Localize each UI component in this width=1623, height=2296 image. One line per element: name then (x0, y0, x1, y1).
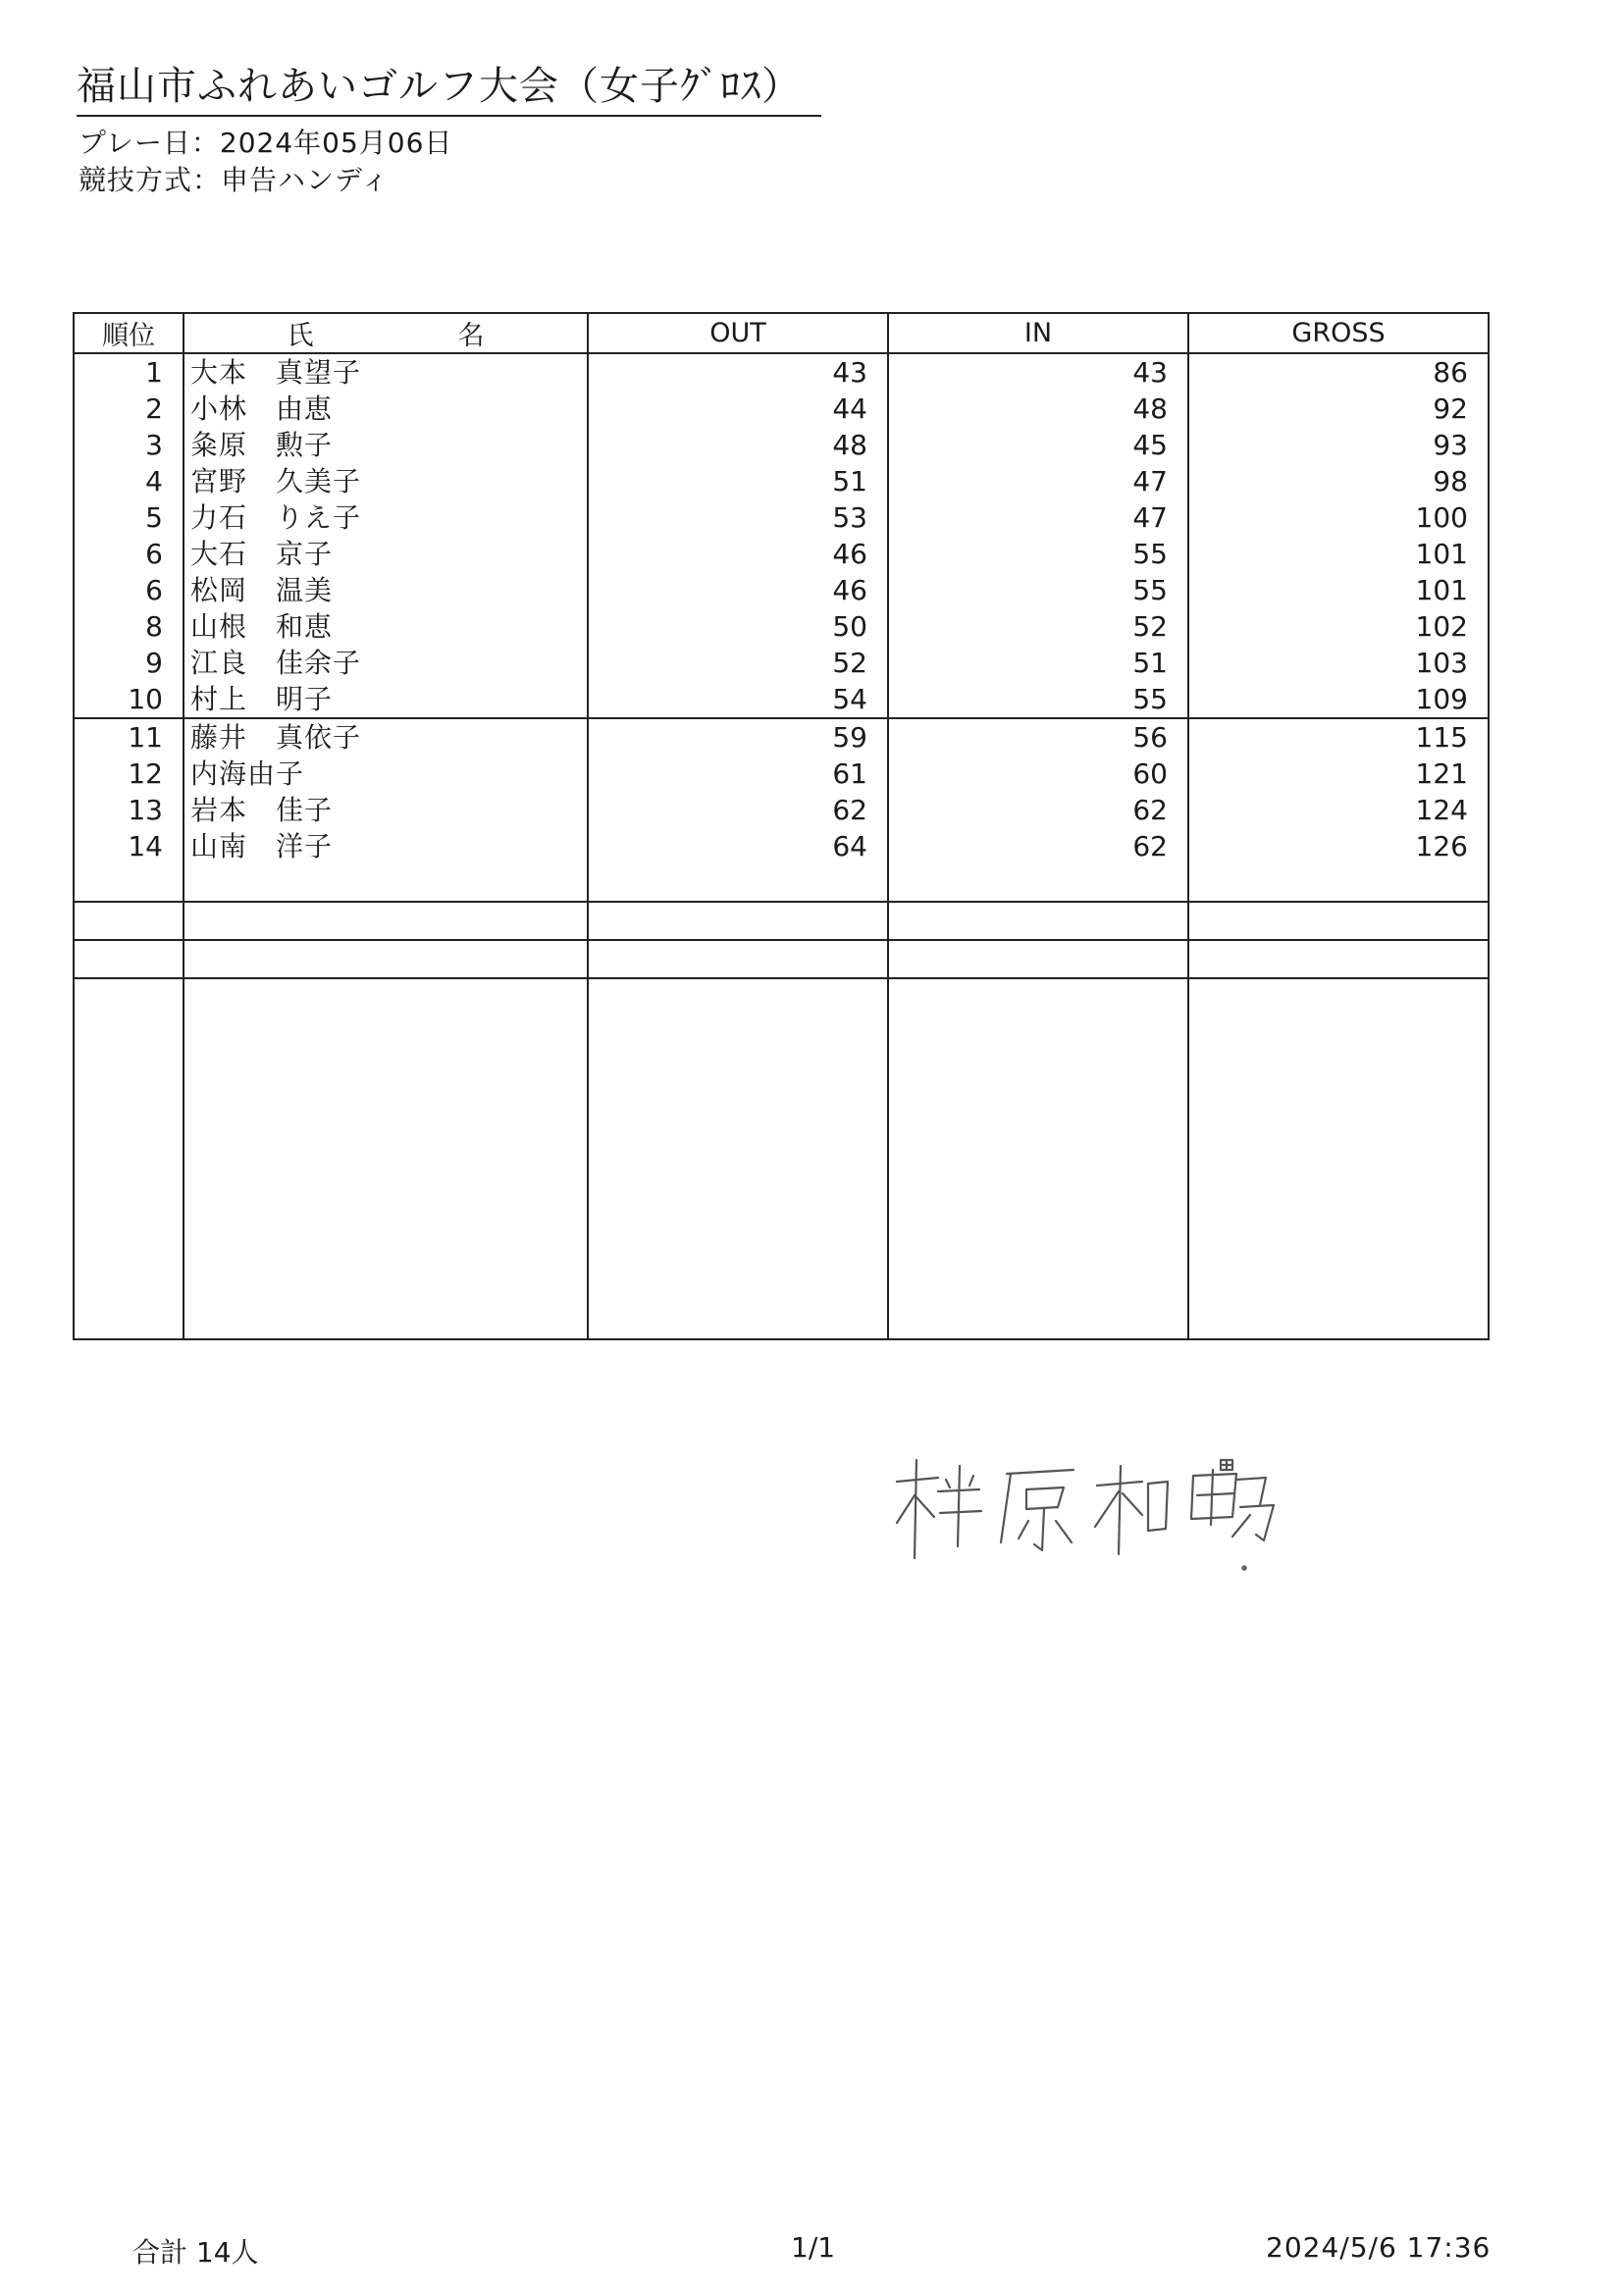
out-cell: 61 (588, 756, 888, 792)
gross-cell: 93 (1188, 427, 1489, 463)
rank-cell: 5 (74, 499, 183, 536)
header-gross: GROSS (1188, 313, 1489, 353)
header-rank: 順位 (74, 313, 183, 353)
table-row (74, 427, 1489, 463)
in-cell: 43 (888, 353, 1188, 391)
gross-cell: 86 (1188, 353, 1489, 391)
gross-cell: 109 (1188, 681, 1489, 718)
rank-cell: 3 (74, 427, 183, 463)
in-cell: 47 (888, 463, 1188, 499)
empty-cell (1188, 940, 1489, 978)
out-cell: 52 (588, 645, 888, 681)
out-cell: 54 (588, 681, 888, 718)
table-row (74, 645, 1489, 681)
name-cell: 粂原 勲子 (183, 427, 588, 463)
in-cell: 62 (888, 828, 1188, 864)
in-cell: 48 (888, 391, 1188, 427)
rank-cell: 6 (74, 572, 183, 608)
table-row (74, 391, 1489, 427)
in-cell: 47 (888, 499, 1188, 536)
rank-cell: 8 (74, 608, 183, 645)
in-cell: 51 (888, 645, 1188, 681)
table-row (74, 718, 1489, 756)
empty-cell (888, 940, 1188, 978)
blank-block (74, 940, 1489, 978)
blank-block (74, 978, 1489, 1339)
out-cell: 48 (588, 427, 888, 463)
table-header-row (74, 313, 1489, 353)
out-cell: 46 (588, 536, 888, 572)
rank-cell: 2 (74, 391, 183, 427)
empty-cell (1188, 902, 1489, 940)
name-cell: 松岡 温美 (183, 572, 588, 608)
table-row (74, 828, 1489, 864)
footer-page-number: 1/1 (791, 2231, 836, 2264)
empty-cell (588, 978, 888, 1339)
in-cell: 52 (888, 608, 1188, 645)
table-row (74, 608, 1489, 645)
header-name: 氏 名 (183, 313, 588, 353)
table-row (74, 792, 1489, 828)
gross-cell: 124 (1188, 792, 1489, 828)
empty-cell (183, 940, 588, 978)
name-cell: 大本 真望子 (183, 353, 588, 391)
gross-cell: 121 (1188, 756, 1489, 792)
out-cell: 50 (588, 608, 888, 645)
in-cell: 45 (888, 427, 1188, 463)
table-row (74, 353, 1489, 391)
empty-cell (74, 940, 183, 978)
name-cell: 江良 佳余子 (183, 645, 588, 681)
name-cell: 山根 和恵 (183, 608, 588, 645)
name-cell: 内海由子 (183, 756, 588, 792)
table-row (74, 499, 1489, 536)
rank-cell: 14 (74, 828, 183, 864)
page-title: 福山市ふれあいゴルフ大会（女子ｸﾞﾛｽ） (77, 55, 821, 117)
gross-cell: 101 (1188, 572, 1489, 608)
in-cell: 55 (888, 572, 1188, 608)
table-body (74, 353, 1489, 1339)
table-filler (74, 864, 1489, 902)
rank-cell: 12 (74, 756, 183, 792)
handwritten-signature (891, 1452, 1303, 1580)
table-row (74, 756, 1489, 792)
name-cell: 村上 明子 (183, 681, 588, 718)
name-cell: 小林 由恵 (183, 391, 588, 427)
empty-cell (74, 864, 183, 902)
out-cell: 43 (588, 353, 888, 391)
rank-cell: 11 (74, 718, 183, 756)
name-cell: 大石 京子 (183, 536, 588, 572)
name-cell: 岩本 佳子 (183, 792, 588, 828)
in-cell: 55 (888, 536, 1188, 572)
empty-cell (888, 978, 1188, 1339)
empty-cell (183, 902, 588, 940)
table-row (74, 572, 1489, 608)
name-cell: 山南 洋子 (183, 828, 588, 864)
rank-cell: 9 (74, 645, 183, 681)
table-row (74, 463, 1489, 499)
empty-cell (183, 864, 588, 902)
rank-cell: 10 (74, 681, 183, 718)
name-cell: 宮野 久美子 (183, 463, 588, 499)
gross-cell: 92 (1188, 391, 1489, 427)
header-in: IN (888, 313, 1188, 353)
gross-cell: 98 (1188, 463, 1489, 499)
empty-cell (1188, 864, 1489, 902)
out-cell: 64 (588, 828, 888, 864)
gross-cell: 101 (1188, 536, 1489, 572)
in-cell: 62 (888, 792, 1188, 828)
gross-cell: 126 (1188, 828, 1489, 864)
play-date: プレー日：2024年05月06日 (79, 127, 453, 159)
footer-total: 合計 14人 (132, 2236, 259, 2269)
out-cell: 62 (588, 792, 888, 828)
empty-cell (588, 902, 888, 940)
empty-cell (888, 864, 1188, 902)
name-cell: 藤井 真依子 (183, 718, 588, 756)
results-table (73, 312, 1490, 1340)
out-cell: 59 (588, 718, 888, 756)
blank-block (74, 902, 1489, 940)
empty-cell (588, 864, 888, 902)
empty-cell (588, 940, 888, 978)
out-cell: 46 (588, 572, 888, 608)
out-cell: 53 (588, 499, 888, 536)
empty-cell (183, 978, 588, 1339)
footer-timestamp: 2024/5/6 17:36 (1266, 2231, 1492, 2264)
out-cell: 51 (588, 463, 888, 499)
empty-cell (74, 978, 183, 1339)
empty-cell (1188, 978, 1489, 1339)
header-out: OUT (588, 313, 888, 353)
rank-cell: 4 (74, 463, 183, 499)
out-cell: 44 (588, 391, 888, 427)
table-row (74, 681, 1489, 718)
in-cell: 60 (888, 756, 1188, 792)
gross-cell: 103 (1188, 645, 1489, 681)
rank-cell: 1 (74, 353, 183, 391)
rank-cell: 6 (74, 536, 183, 572)
gross-cell: 100 (1188, 499, 1489, 536)
table-row (74, 536, 1489, 572)
gross-cell: 102 (1188, 608, 1489, 645)
in-cell: 55 (888, 681, 1188, 718)
empty-cell (888, 902, 1188, 940)
gross-cell: 115 (1188, 718, 1489, 756)
empty-cell (74, 902, 183, 940)
in-cell: 56 (888, 718, 1188, 756)
competition-format: 競技方式：申告ハンディ (79, 164, 390, 196)
name-cell: 力石 りえ子 (183, 499, 588, 536)
rank-cell: 13 (74, 792, 183, 828)
